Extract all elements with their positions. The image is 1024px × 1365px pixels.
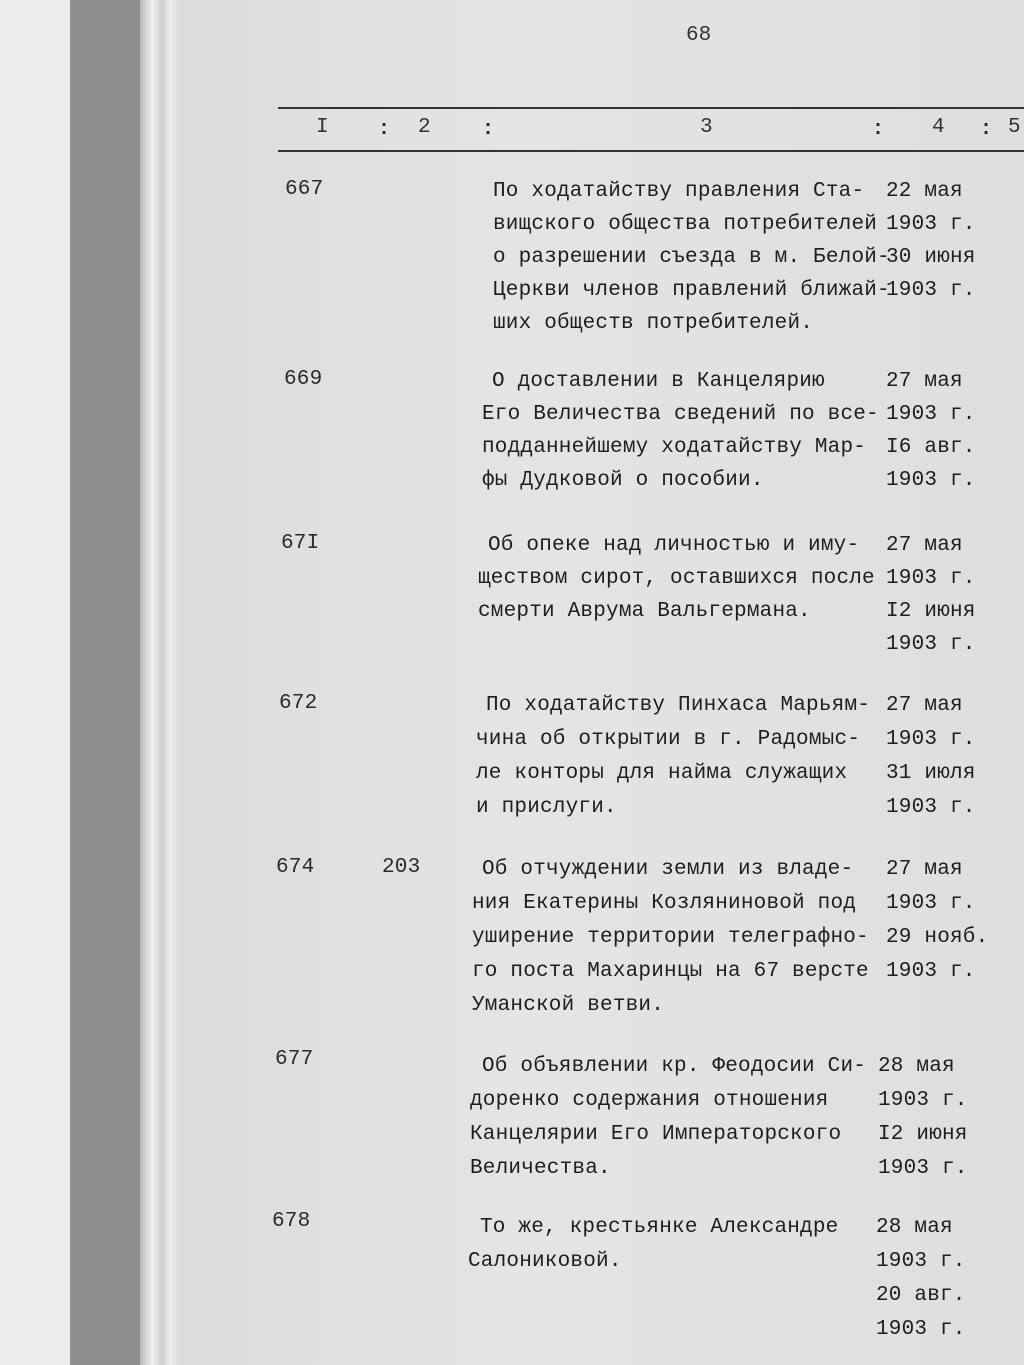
book-binding <box>70 0 140 1365</box>
entry-date: 28 мая <box>876 1216 953 1239</box>
column-separator: : <box>378 118 391 141</box>
entry-date: 1903 г. <box>886 728 976 751</box>
entry-date: 27 мая <box>886 534 963 557</box>
entry-text-line: ле конторы для найма служащих <box>476 762 848 785</box>
entry-text-line: ших обществ потребителей. <box>493 312 814 335</box>
entry-date: 1903 г. <box>886 567 976 590</box>
entry-text-line: Величества. <box>470 1157 611 1180</box>
entry-date: 1903 г. <box>876 1318 966 1341</box>
column-header-1: I <box>316 116 329 139</box>
entry-text-line: По ходатайству Пинхаса Марьям- <box>486 694 871 717</box>
entry-date: 27 мая <box>886 694 963 717</box>
entry-text-line: подданнейшему ходатайству Мар- <box>482 436 867 459</box>
entry-date: 27 мая <box>886 370 963 393</box>
entry-text-line: То же, крестьянке Александре <box>480 1216 839 1239</box>
entry-number: 674 <box>276 856 315 879</box>
entry-date: 20 авг. <box>876 1284 966 1307</box>
entry-text-line: Салониковой. <box>468 1250 622 1273</box>
column-header-4: 4 <box>932 116 945 139</box>
entry-date: 1903 г. <box>886 403 976 426</box>
entry-text-line: ществом сирот, оставшихся после <box>478 567 875 590</box>
entry-text-line: о разрешении съезда в м. Белой- <box>493 246 890 269</box>
entry-date: 1903 г. <box>886 960 976 983</box>
page-edges <box>140 0 180 1365</box>
entry-date: 29 нояб. <box>886 926 989 949</box>
column-header-5: 5 <box>1008 116 1021 139</box>
entry-date: I2 июня <box>886 600 976 623</box>
header-bottom-rule <box>278 150 1024 152</box>
entry-text-line: По ходатайству правления Ста- <box>493 180 865 203</box>
entry-date: 31 июля <box>886 762 976 785</box>
entry-date: 22 мая <box>886 180 963 203</box>
entry-number: 677 <box>275 1048 314 1071</box>
entry-text-line: Канцелярии Его Императорского <box>470 1123 842 1146</box>
entry-date: 28 мая <box>878 1055 955 1078</box>
entry-date: 1903 г. <box>886 213 976 236</box>
entry-date: I6 авг. <box>886 436 976 459</box>
entry-text-line: фы Дудковой о пособии. <box>482 469 764 492</box>
column-separator: : <box>872 118 885 141</box>
column-separator: : <box>980 118 993 141</box>
column-separator: : <box>482 118 495 141</box>
entry-date: 1903 г. <box>886 279 976 302</box>
page-number: 68 <box>686 24 712 47</box>
entry-date: 1903 г. <box>886 633 976 656</box>
entry-date: 1903 г. <box>878 1089 968 1112</box>
entry-date: 1903 г. <box>876 1250 966 1273</box>
entry-text-line: О доставлении в Канцелярию <box>492 370 825 393</box>
entry-text-line: и прислуги. <box>476 796 617 819</box>
entry-text-line: Его Величества сведений по все- <box>482 403 879 426</box>
entry-text-line: Об объявлении кр. Феодосии Си- <box>482 1055 867 1078</box>
entry-date: 1903 г. <box>878 1157 968 1180</box>
entry-text-line: Об опеке над личностью и иму- <box>488 534 860 557</box>
entry-column-2-number: 203 <box>382 856 421 879</box>
entry-text-line: доренко содержания отношения <box>470 1089 829 1112</box>
entry-date: I2 июня <box>878 1123 968 1146</box>
entry-text-line: вищского общества потребителей <box>493 213 878 236</box>
entry-number: 667 <box>285 178 324 201</box>
entry-date: 30 июня <box>886 246 976 269</box>
column-header-3: 3 <box>700 116 713 139</box>
entry-date: 27 мая <box>886 858 963 881</box>
entry-number: 678 <box>272 1210 311 1233</box>
entry-number: 672 <box>279 692 318 715</box>
entry-text-line: чина об открытии в г. Радомыс- <box>476 728 861 751</box>
header-top-rule <box>278 107 1024 109</box>
entry-date: 1903 г. <box>886 469 976 492</box>
entry-number: 67I <box>281 532 320 555</box>
entry-text-line: Церкви членов правлений ближай- <box>493 279 890 302</box>
entry-text-line: го поста Махаринцы на 67 версте <box>472 960 869 983</box>
entry-number: 669 <box>284 368 323 391</box>
column-header-2: 2 <box>418 116 431 139</box>
entry-text-line: уширение территории телеграфно- <box>472 926 869 949</box>
entry-text-line: смерти Аврума Вальгермана. <box>478 600 811 623</box>
entry-date: 1903 г. <box>886 796 976 819</box>
background-left <box>0 0 70 1365</box>
entry-text-line: Об отчуждении земли из владе- <box>482 858 854 881</box>
entry-text-line: Уманской ветви. <box>472 994 665 1017</box>
entry-date: 1903 г. <box>886 892 976 915</box>
entry-text-line: ния Екатерины Козляниновой под <box>472 892 857 915</box>
